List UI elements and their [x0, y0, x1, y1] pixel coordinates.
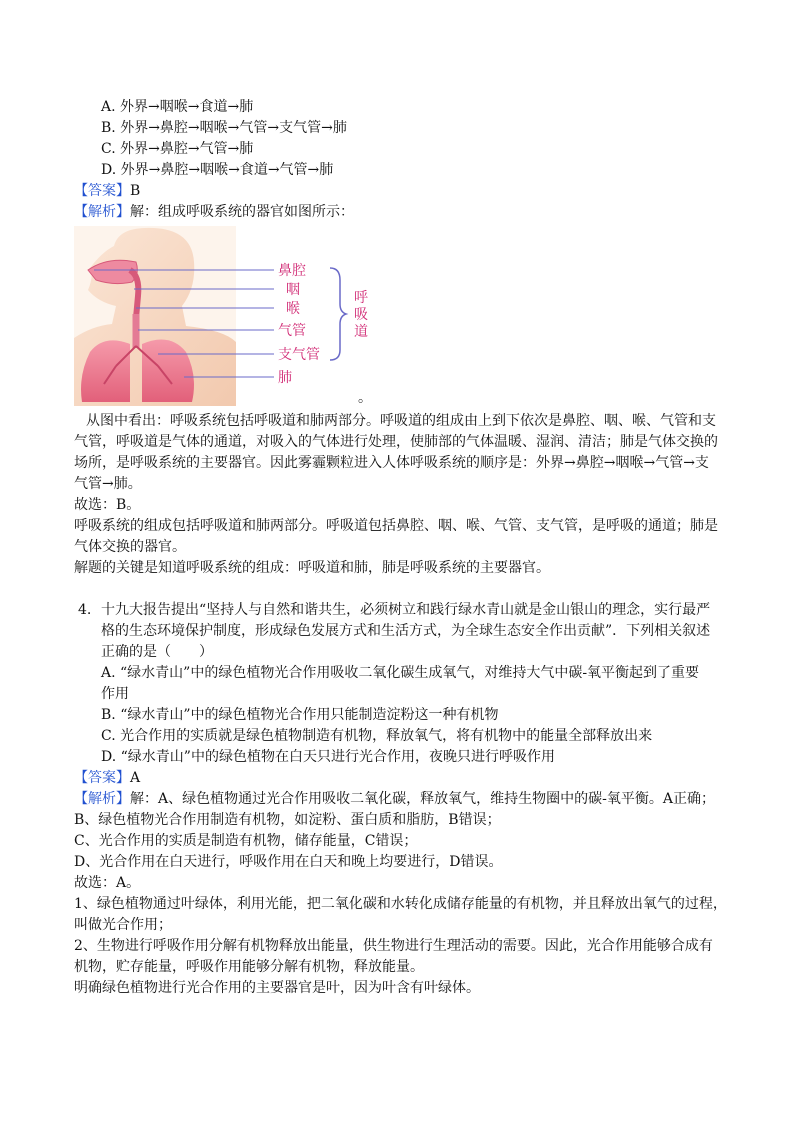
- analysis-tag: 【解析】: [74, 791, 130, 807]
- answer-tag: 【答案】: [74, 770, 130, 786]
- q4-point-1-cont: 叫做光合作用；: [74, 917, 172, 933]
- q4-analysis-line: [74, 789, 715, 809]
- q3-explain-line-2: 气管，呼吸道是气体的通道，对吸入的气体进行处理，使肺部的气体温暖、湿润、清洁；肺是气体交换的: [74, 434, 718, 450]
- q4-option-c: C. 光合作用的实质就是绿色植物制造有机物，释放氧气，将有机物中的能量全部释放出来: [101, 728, 653, 744]
- analysis-tag: 【解析】: [74, 204, 130, 220]
- q3-option-d: D. 外界→鼻腔→咽喉→食道→气管→肺: [101, 162, 334, 178]
- q3-answer: B: [130, 183, 141, 199]
- q3-analysis-intro: 解：组成呼吸系统的器官如图所示：: [130, 204, 354, 220]
- q4-stem-2: 格的生态环境保护制度，形成绿色发展方式和生活方式，为全球生态安全作出贡献”．下列相关叙述: [101, 623, 711, 639]
- q3-explain-line-3: 场所，是呼吸系统的主要器官。因此雾霾颗粒进入人体呼吸系统的顺序是：外界→鼻腔→咽喉→气管→支: [74, 455, 709, 471]
- q4-stem-1: 十九大报告提出“坚持人与自然和谐共生，必须树立和践行绿水青山就是金山银山的理念，实行最严: [101, 602, 711, 618]
- q4-point-2-cont: 机物，贮存能量，呼吸作用能够分解有机物，释放能量。: [74, 959, 424, 975]
- label-nasal-cavity: 鼻腔: [278, 263, 306, 279]
- q4-option-a-cont: 作用: [101, 686, 129, 702]
- q3-answer-line: [74, 181, 140, 201]
- q4-answer: A: [130, 770, 141, 786]
- answer-tag: 【答案】: [74, 183, 130, 199]
- q3-explain-line-4: 气管→肺。: [74, 476, 142, 492]
- q3-option-c: C. 外界→鼻腔→气管→肺: [101, 141, 254, 157]
- figure-trailing-period: 。: [358, 390, 372, 406]
- q3-choose: 故选：B。: [74, 497, 141, 513]
- respiratory-tract-brace: [330, 268, 346, 360]
- label-lung: 肺: [278, 370, 292, 386]
- q4-conclusion: 明确绿色植物进行光合作用的主要器官是叶，因为叶含有叶绿体。: [74, 980, 480, 996]
- q4-analysis-c: C、光合作用的实质是制造有机物，储存能量，C错误；: [74, 833, 418, 849]
- q4-number: 4.: [78, 602, 92, 618]
- q4-analysis-b: B、绿色植物光合作用制造有机物，如淀粉、蛋白质和脂肪，B错误；: [74, 812, 501, 828]
- q4-option-d: D. “绿水青山”中的绿色植物在白天只进行光合作用，夜晚只进行呼吸作用: [101, 749, 555, 765]
- label-pharynx: 咽: [286, 282, 300, 298]
- q4-choose: 故选：A。: [74, 875, 141, 891]
- q4-analysis-first: 解：A、绿色植物通过光合作用吸收二氧化碳，释放氧气，维持生物圈中的碳-氧平衡。A正确；: [130, 791, 715, 807]
- q3-option-b: B. 外界→鼻腔→咽喉→气管→支气管→肺: [101, 120, 347, 136]
- label-trachea: 气管: [278, 323, 306, 339]
- q3-summary-2: 气体交换的器官。: [74, 539, 186, 555]
- q4-analysis-d: D、光合作用在白天进行，呼吸作用在白天和晚上均要进行，D错误。: [74, 854, 503, 870]
- q4-option-a: A. “绿水青山”中的绿色植物光合作用吸收二氧化碳生成氧气，对维持大气中碳-氧平衡起到了重要: [101, 665, 700, 681]
- q3-analysis-line: [74, 202, 354, 222]
- respiratory-diagram: [74, 226, 374, 406]
- label-group-1: 呼: [354, 290, 368, 306]
- label-larynx: 喉: [286, 301, 300, 317]
- respiratory-system-figure: [74, 226, 374, 406]
- q4-point-1: 1、绿色植物通过叶绿体，利用光能，把二氧化碳和水转化成储存能量的有机物，并且释放出氧气的过程，: [74, 896, 727, 912]
- q4-stem-3: 正确的是（ ）: [101, 644, 213, 660]
- q3-summary-3: 解题的关键是知道呼吸系统的组成：呼吸道和肺，肺是呼吸系统的主要器官。: [74, 560, 550, 576]
- label-group-3: 道: [354, 324, 368, 340]
- q4-point-2: 2、生物进行呼吸作用分解有机物释放出能量，供生物进行生理活动的需要。因此，光合作用能够合成有: [74, 938, 713, 954]
- q3-option-a: A. 外界→咽喉→食道→肺: [101, 99, 254, 115]
- q3-summary-1: 呼吸系统的组成包括呼吸道和肺两部分。呼吸道包括鼻腔、咽、喉、气管、支气管，是呼吸的通道；肺是: [74, 518, 718, 534]
- q3-explain-line-1: 从图中看出：呼吸系统包括呼吸道和肺两部分。呼吸道的组成由上到下依次是鼻腔、咽、喉、气管和支: [86, 413, 716, 429]
- q4-option-b: B. “绿水青山”中的绿色植物光合作用只能制造淀粉这一种有机物: [101, 707, 499, 723]
- label-group-2: 吸: [354, 307, 368, 323]
- q4-answer-line: [74, 768, 140, 788]
- label-bronchus: 支气管: [278, 347, 320, 363]
